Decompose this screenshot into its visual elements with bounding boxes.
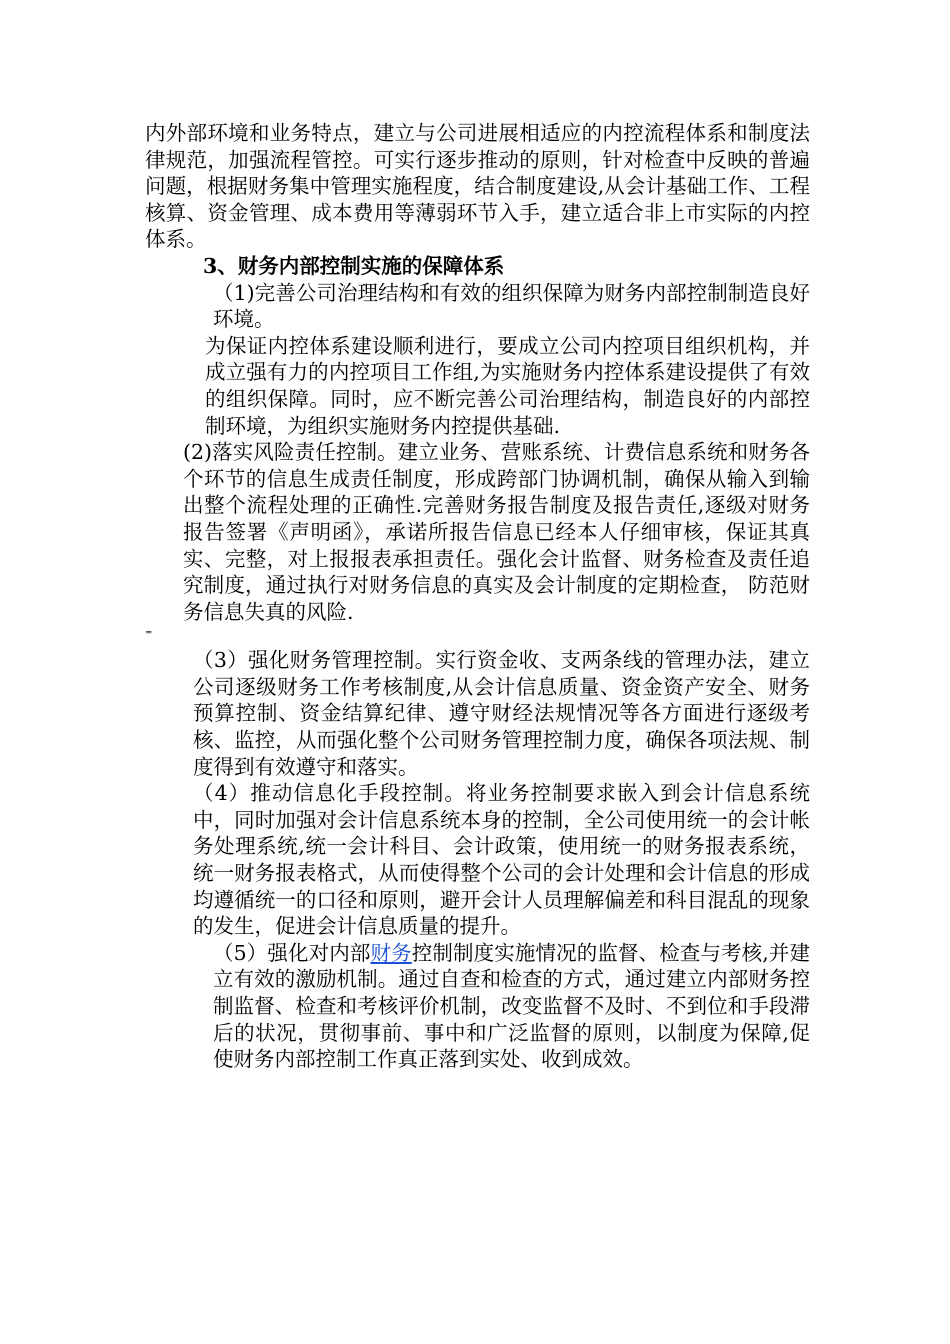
item5-text-start: （5）强化对内部 — [213, 940, 371, 965]
item1-title: （1)完善公司治理结构和有效的组织保障为财务内部控制制造良好环境。 — [213, 280, 810, 332]
item1-body: 为保证内控体系建设顺利进行，要成立公司内控项目组织机构，并成立强有力的内控项目工作组,为实施财务内控体系建设提供了有效的组织保障。同时，应不断完善公司治理结构，制造良好的内部控制环境，为组织实施财务内控提供基础. — [205, 333, 810, 438]
stray-mark: ⁼ — [145, 627, 153, 644]
item4-paragraph: （4）推动信息化手段控制。将业务控制要求嵌入到会计信息系统中，同时加强对会计信息系统本身的控制，全公司使用统一的会计帐务处理系统,统一会计科目、会计政策，使用统一的财务报表系统，统一财务报表格式，从而使得整个公司的会计处理和会计信息的形成均遵循统一的口径和原则，避开会计人员理解偏差和科目混乱的现象的发生，促进会计信息质量的提升。 — [193, 781, 810, 939]
finance-link[interactable]: 财务 — [370, 940, 412, 965]
item5-text-end: 控制制度实施情况的监督、检查与考核,并建立有效的激励机制。通过自查和检查的方式，通过建立内部财务控制监督、检查和考核评价机制，改变监督不及时、不到位和手段滞后的状况，贯彻事前、事中和广泛监督的原则，以制度为保障,促使财务内部控制工作真正落到实处、收到成效。 — [213, 940, 811, 1072]
intro-paragraph: 内外部环境和业务特点，建立与公司进展相适应的内控流程体系和制度法律规范，加强流程管控。可实行逐步推动的原则，针对检查中反映的普遍问题，根据财务集中管理实施程度，结合制度建设,从会计基础工作、工程核算、资金管理、成本费用等薄弱环节入手，建立适合非上市实际的内控体系。 — [145, 121, 810, 252]
document-page — [145, 120, 810, 1073]
section-heading: 3、财务内部控制实施的保障体系 — [203, 253, 505, 278]
item5-paragraph — [145, 940, 810, 1073]
item2-paragraph: (2)落实风险责任控制。建立业务、营账系统、计费信息系统和财务各个环节的信息生成责任制度，形成跨部门协调机制，确保从输入到输出整个流程处理的正确性.完善财务报告制度及报告责任,逐级对财务报告签署《声明函》，承诺所报告信息已经本人仔细审核，保证其真实、完整，对上报报表承担责任。强化会计监督、财务检查及责任追究制度，通过执行对财务信息的真实及会计制度的定期检查， 防范财务信息失真的风险. — [183, 440, 810, 624]
item3-paragraph: （3）强化财务管理控制。实行资金收、支两条线的管理办法，建立公司逐级财务工作考核制度,从会计信息质量、资金资产安全、财务预算控制、资金结算纪律、遵守财经法规情况等各方面进行逐级考核、监控，从而强化整个公司财务管理控制力度，确保各项法规、制度得到有效遵守和落实。 — [193, 648, 810, 779]
